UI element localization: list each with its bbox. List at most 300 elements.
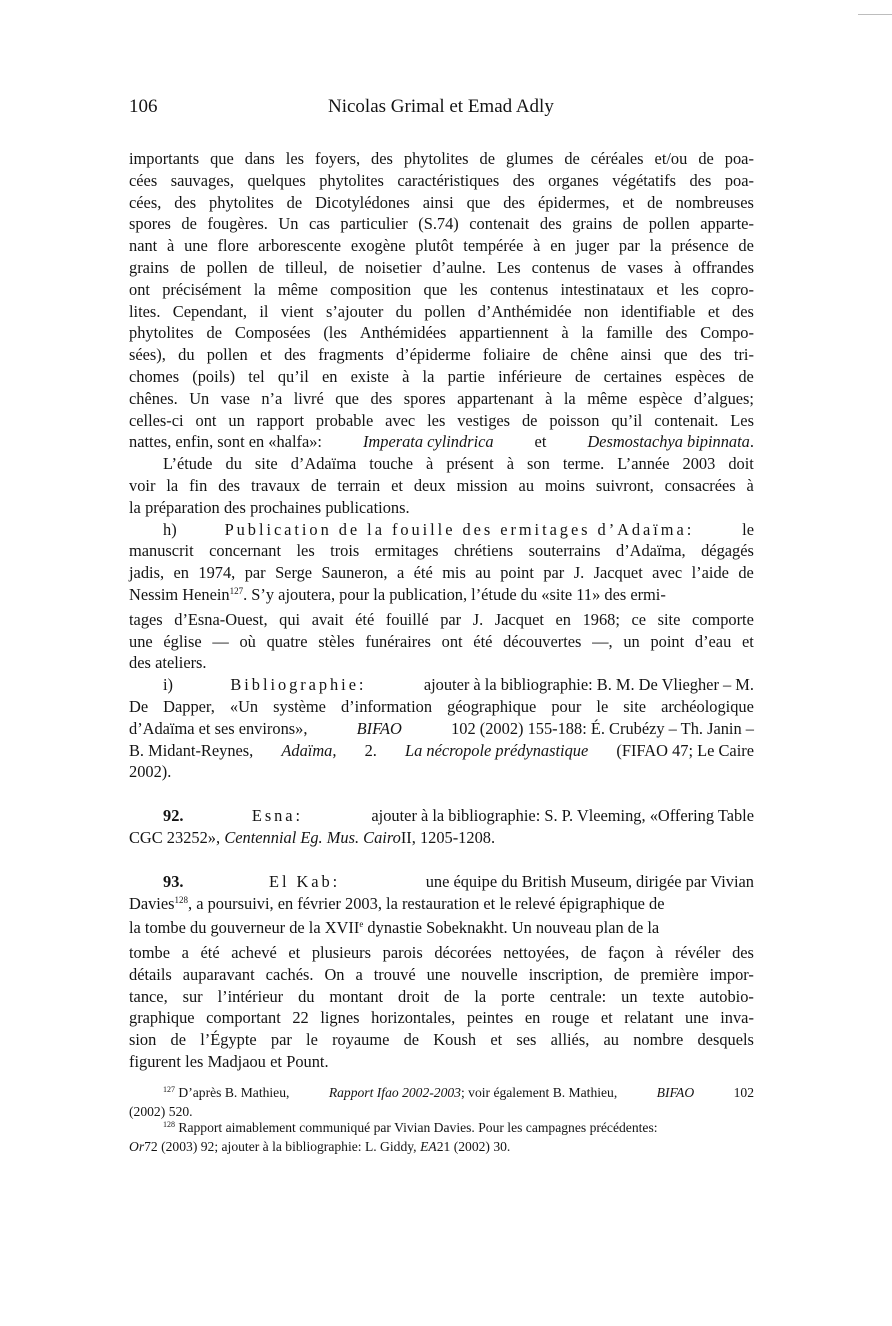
word: concernant <box>209 541 282 561</box>
journal-name: BIFAO <box>656 1085 695 1100</box>
text-line <box>129 761 754 783</box>
text-segment: ; voir également B. Mathieu, <box>460 1085 618 1100</box>
word: sauvages, <box>170 170 234 190</box>
text-line <box>129 257 754 279</box>
word: de <box>479 149 495 168</box>
word: suivront, <box>595 475 654 495</box>
word: du <box>225 454 242 474</box>
journal-name: BIFAO <box>356 718 402 738</box>
species-name: Desmostachya bipinnata <box>587 432 750 452</box>
word: rapport <box>256 410 305 430</box>
word: de <box>647 192 663 212</box>
word: la <box>474 986 487 1006</box>
text-line <box>129 192 754 214</box>
word: plusieurs <box>311 943 372 963</box>
book-title: La nécropole prédynastique <box>404 740 589 760</box>
word: sées), <box>129 345 166 365</box>
word: système <box>273 696 326 716</box>
word: alliés, <box>550 1030 590 1050</box>
word: archéologique <box>661 696 754 716</box>
word: voir <box>129 475 156 495</box>
word: Les <box>496 257 521 277</box>
word: des <box>732 301 754 321</box>
word: église <box>163 631 202 651</box>
word: — <box>212 631 229 651</box>
word: avait <box>311 609 344 629</box>
word: de <box>521 410 538 430</box>
word: fragments <box>318 345 384 365</box>
word: a <box>181 943 189 963</box>
running-head: Nicolas Grimal et Emad Adly <box>328 96 554 117</box>
section-title: Bibliographie: <box>230 675 367 695</box>
word: des <box>174 192 197 212</box>
word: terme. <box>562 454 605 474</box>
word: à <box>656 943 664 963</box>
word: (S.74) <box>418 214 459 234</box>
word: a <box>355 964 363 984</box>
text-segment: dynastie Sobeknakht. Un nouveau plan de la <box>367 918 660 938</box>
word: en <box>524 1008 541 1028</box>
body-text <box>129 148 754 1073</box>
word: en <box>173 563 189 583</box>
word: même <box>587 388 628 408</box>
section-i-heading <box>129 674 754 696</box>
word: de <box>698 149 714 168</box>
word: présent <box>446 454 494 474</box>
word: d’Anthémidée <box>477 301 572 321</box>
word: la <box>563 388 576 408</box>
word: chênes. <box>129 388 178 408</box>
word: été <box>200 943 220 963</box>
word: J. <box>573 563 585 583</box>
text-segment: D’après B. Mathieu, <box>178 1085 290 1100</box>
word: site <box>623 696 647 716</box>
word: chêne <box>570 345 609 365</box>
word: partie <box>447 366 485 386</box>
word: à <box>506 454 514 474</box>
text-line <box>129 540 754 562</box>
word: tages <box>129 609 163 629</box>
word: dans <box>244 149 275 168</box>
word: d’aulne. <box>432 257 486 277</box>
word: poisson <box>549 410 600 430</box>
word: à <box>746 475 754 495</box>
book-title: Adaïma, <box>281 740 337 760</box>
word: au <box>603 1030 619 1050</box>
word: de <box>181 214 197 234</box>
word: de <box>738 366 754 386</box>
word: par <box>440 609 462 629</box>
text-segment: 102 (2002) 155-188: É. Crubézy – Th. Janin – <box>451 718 754 738</box>
word: contenait. <box>654 410 719 430</box>
word: et <box>288 943 301 963</box>
word: été <box>355 609 375 629</box>
word: particulier <box>340 214 408 234</box>
word: tri- <box>733 345 754 365</box>
word: et <box>622 192 635 212</box>
word: géographique <box>447 696 537 716</box>
word: Madjaou <box>207 1052 266 1072</box>
word: même <box>277 279 318 299</box>
text-line <box>129 1139 754 1156</box>
word: la <box>253 279 266 299</box>
footnote-number: 127 <box>163 1085 175 1094</box>
word: texte <box>652 986 685 1006</box>
word: que <box>423 279 448 299</box>
item-letter: i) <box>163 675 174 695</box>
word: sur <box>182 986 203 1006</box>
word: la <box>422 366 435 386</box>
word: poa- <box>724 170 754 190</box>
word: Composées <box>234 323 311 343</box>
word: les <box>459 279 478 299</box>
text-line <box>129 696 754 718</box>
word: grains <box>129 257 170 277</box>
word: ses <box>516 1030 537 1050</box>
word: noisetier <box>365 257 422 277</box>
word: et <box>391 475 403 495</box>
word: peintes <box>466 1008 514 1028</box>
word: de <box>622 214 639 234</box>
word: de <box>170 1030 187 1050</box>
word: une <box>426 964 451 984</box>
word: de <box>600 257 617 277</box>
text-segment: et <box>534 432 547 452</box>
word: que <box>210 149 234 168</box>
word: des <box>699 345 722 365</box>
word: décorées <box>434 943 492 963</box>
word: de <box>738 236 754 256</box>
word: (les <box>323 323 348 343</box>
word: nombreuses <box>675 192 754 212</box>
word: d’Esna-Ouest, <box>174 609 268 629</box>
word: à <box>561 323 569 343</box>
text-segment <box>129 1085 289 1104</box>
word: ainsi <box>620 345 652 365</box>
text-segment: CGC 23252», <box>129 827 221 847</box>
word: céréales <box>590 149 644 168</box>
word: une <box>129 631 153 651</box>
word: ateliers. <box>155 653 207 673</box>
word: trois <box>330 541 360 561</box>
section-number: 93. <box>163 871 184 891</box>
word: l’intérieur <box>217 986 284 1006</box>
word: certaines <box>603 366 662 386</box>
word: épidermes, <box>538 192 610 212</box>
word: point <box>500 563 534 583</box>
word: de <box>258 257 275 277</box>
word: chrétiens <box>453 541 514 561</box>
word: Compo- <box>700 323 754 343</box>
word: pour <box>551 696 582 716</box>
word: de <box>403 1030 420 1050</box>
word: fouillé <box>385 609 429 629</box>
word: centrale: <box>549 986 607 1006</box>
word: exogène <box>350 236 406 256</box>
word: d’Adaïma <box>290 454 357 474</box>
text-segment: Rapport aimablement communiqué par Vivian Davies. Pour les campagnes précédentes: <box>178 1120 658 1135</box>
word: découvertes <box>503 631 582 651</box>
word: ont <box>195 410 217 430</box>
word: sion <box>129 1030 157 1050</box>
word: de <box>286 192 303 212</box>
word: contenus <box>489 279 549 299</box>
text-segment: 102 <box>733 1085 754 1100</box>
text-line <box>129 740 754 762</box>
word: les <box>680 279 699 299</box>
word: 1974, <box>198 563 236 583</box>
text-line <box>129 1104 754 1121</box>
word: au <box>475 563 491 583</box>
word: à <box>426 454 434 474</box>
word: offrandes <box>692 257 754 277</box>
word: Koush <box>433 1030 477 1050</box>
word: prochaines <box>250 497 322 517</box>
journal-name: Or <box>129 1138 145 1154</box>
word: vient <box>280 301 314 321</box>
footnote-number: 128 <box>163 1120 175 1129</box>
word: importants <box>129 149 200 168</box>
word: consacrées <box>664 475 736 495</box>
word: tilleul, <box>285 257 328 277</box>
word: celles-ci <box>129 410 184 430</box>
word: a <box>396 563 405 583</box>
word: moins <box>544 475 586 495</box>
text-segment: le <box>742 519 754 539</box>
text-line <box>129 917 754 942</box>
text-line <box>129 410 754 432</box>
footnote-128 <box>129 1120 754 1139</box>
word: De <box>129 696 149 716</box>
word: site <box>254 454 278 474</box>
word: identifiable <box>620 301 696 321</box>
word: foliaire <box>482 345 531 365</box>
word: avec <box>652 563 683 583</box>
text-line <box>129 584 754 609</box>
word: où <box>239 631 256 651</box>
word: les <box>427 410 446 430</box>
word: des <box>689 170 712 190</box>
word: 2002). <box>129 762 172 782</box>
word: par <box>543 563 565 583</box>
word: parois <box>382 943 423 963</box>
word: à <box>167 236 175 256</box>
text-segment <box>129 917 659 942</box>
word: Serge <box>275 563 313 583</box>
text-segment: . <box>749 432 754 452</box>
word: 2003 <box>682 454 716 474</box>
word: l’Égypte <box>200 1030 257 1050</box>
word: travaux <box>250 475 301 495</box>
word: et <box>656 279 669 299</box>
word: par <box>270 1030 292 1050</box>
word: rouge <box>551 1008 590 1028</box>
word: relatant <box>624 1008 674 1028</box>
word: tempérée <box>463 236 524 256</box>
text-segment: 72 (2003) 92; ajouter à la bibliographie: L. Giddy, <box>144 1138 417 1154</box>
word: et <box>270 1052 282 1072</box>
word: graphique <box>129 1008 195 1028</box>
word: tombe <box>129 943 170 963</box>
word: Un <box>189 388 210 408</box>
word: manuscrit <box>129 541 194 561</box>
word: poa- <box>724 149 754 168</box>
text-segment: Davies <box>129 893 175 913</box>
word: d’épiderme <box>395 345 471 365</box>
word: cachés. <box>265 964 314 984</box>
word: glumes <box>505 149 554 168</box>
section-title: Esna: <box>251 806 304 826</box>
word: apparte- <box>700 214 754 234</box>
word: des <box>539 214 562 234</box>
word: détails <box>129 964 172 984</box>
text-line <box>129 301 754 323</box>
word: des <box>284 345 306 365</box>
word: et <box>490 1030 503 1050</box>
word: il <box>259 301 269 321</box>
word: été <box>413 563 433 583</box>
text-line <box>129 609 754 631</box>
word: inva- <box>720 1008 754 1028</box>
word: copro- <box>711 279 754 299</box>
word: stèles <box>318 631 355 651</box>
text-line <box>129 213 754 235</box>
word: figurent <box>129 1052 181 1072</box>
word: du <box>178 345 195 365</box>
word: phytolites <box>129 323 194 343</box>
word: ermitages <box>374 541 439 561</box>
word: première <box>640 964 699 984</box>
word: probable <box>315 410 374 430</box>
word: pollen <box>206 257 248 277</box>
text-segment: 21 (2002) 30. <box>436 1138 511 1154</box>
text-line <box>129 344 754 366</box>
word: touche <box>369 454 413 474</box>
word: plutôt <box>415 236 454 256</box>
word: qui <box>279 609 301 629</box>
text-line <box>129 562 754 584</box>
word: des <box>732 943 754 963</box>
species-name: Imperata cylindrica <box>362 432 494 452</box>
word: la <box>166 475 179 495</box>
word: site <box>657 609 681 629</box>
text-line <box>129 322 754 344</box>
word: publications. <box>325 497 410 517</box>
word: grains <box>572 214 613 234</box>
text-line <box>129 1051 754 1073</box>
footnotes <box>129 1085 754 1155</box>
word: nant <box>129 236 158 256</box>
word: arborescente <box>258 236 342 256</box>
text-segment: d’Adaïma et ses environs», <box>129 718 308 738</box>
word: intestinataux <box>560 279 645 299</box>
superscript: e <box>359 919 364 930</box>
word: Un <box>278 214 299 234</box>
word: famille <box>606 323 653 343</box>
word: une <box>184 236 208 256</box>
word: ont <box>129 279 150 299</box>
word: existe <box>350 366 389 386</box>
word: présence <box>671 236 729 256</box>
word: horizontales, <box>371 1008 456 1028</box>
word: un <box>621 986 638 1006</box>
word: mission <box>456 475 508 495</box>
section-title: Publication de la fouille des ermitages d’Adaïma: <box>224 519 695 539</box>
text-segment <box>587 431 754 453</box>
word: la <box>129 497 141 517</box>
word: d’Adaïma, <box>616 541 686 561</box>
word: de <box>613 964 630 984</box>
word: des <box>370 388 393 408</box>
word: comportant <box>206 1008 281 1028</box>
word: (poils) <box>192 366 236 386</box>
text-segment: Nessim Henein <box>129 584 230 604</box>
text-segment <box>129 584 666 609</box>
word: le <box>306 1030 318 1050</box>
word: lites. <box>129 301 161 321</box>
word: cas <box>308 214 330 234</box>
word: ont <box>441 631 463 651</box>
word: une <box>684 1008 709 1028</box>
text-segment: , a poursuivi, en février 2003, la restauration et le relevé épigraphique de <box>188 893 665 913</box>
word: nouvelle <box>461 964 518 984</box>
word: Cependant, <box>172 301 247 321</box>
word: végétatifs <box>612 170 676 190</box>
word: vase <box>220 388 250 408</box>
word: son <box>527 454 550 474</box>
text-line <box>129 893 754 918</box>
word: pollen <box>648 214 690 234</box>
word: On <box>324 964 345 984</box>
text-segment: II, 1205-1208. <box>400 827 496 847</box>
text-segment <box>129 1120 658 1139</box>
word: «Un <box>229 696 259 716</box>
page-edge-mark <box>858 0 892 15</box>
text-segment <box>329 1085 617 1104</box>
section-93-heading <box>129 871 754 893</box>
word: doit <box>728 454 754 474</box>
text-line <box>129 497 754 519</box>
word: Pount. <box>286 1052 329 1072</box>
book-title: Centennial Eg. Mus. Cairo <box>224 827 401 847</box>
text-line <box>129 1029 754 1051</box>
word: organes <box>548 170 599 190</box>
word: contenait <box>469 214 530 234</box>
word: 520. <box>168 1103 193 1119</box>
word: et <box>600 1008 613 1028</box>
word: et <box>259 345 272 365</box>
word: des <box>503 192 526 212</box>
word: comporte <box>691 609 754 629</box>
word: dégagés <box>701 541 754 561</box>
word: trouvé <box>373 964 416 984</box>
section-number: 92. <box>163 806 184 826</box>
word: non <box>583 301 609 321</box>
word: des <box>218 475 241 495</box>
word: livré <box>293 388 324 408</box>
text-line <box>129 827 754 849</box>
word: Dicotylédones <box>315 192 410 212</box>
word: spores <box>129 214 171 234</box>
text-line <box>129 631 754 653</box>
word: chomes <box>129 366 180 386</box>
word: Anthémidées <box>359 323 447 343</box>
word: fin <box>189 475 208 495</box>
text-segment: nattes, enfin, sont en «halfa»: <box>129 432 322 452</box>
word: de <box>206 323 223 343</box>
word: —, <box>592 631 613 651</box>
word: d’algues; <box>693 388 754 408</box>
